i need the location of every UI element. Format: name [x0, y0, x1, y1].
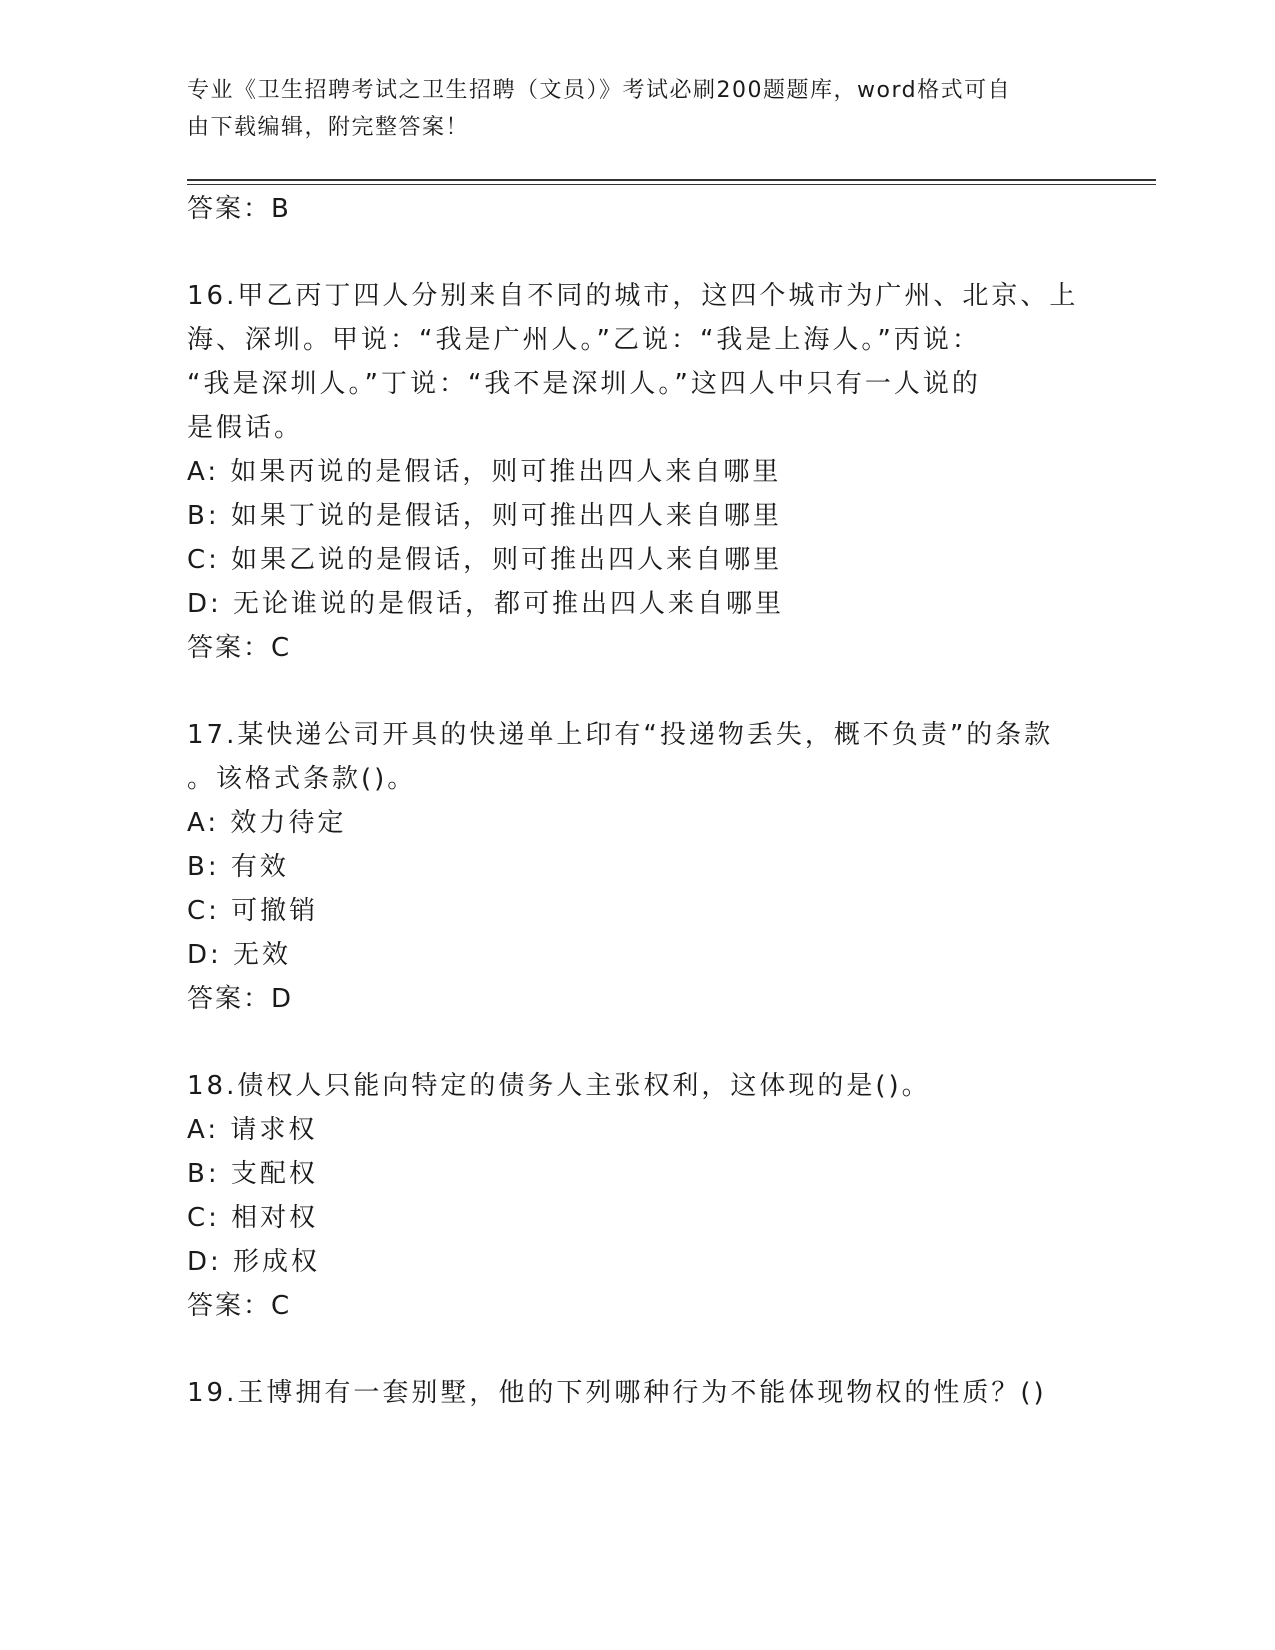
question-19-stem-line-1: 19.王博拥有一套别墅，他的下列哪种行为不能体现物权的性质？() — [187, 1378, 1047, 1408]
header-line-1: 专业《卫生招聘考试之卫生招聘（文员）》考试必刷200题题库，word格式可自 — [187, 78, 1012, 103]
question-17-option-a: A: 效力待定 — [187, 808, 347, 838]
question-16-stem-line-2: 海、深圳。甲说：“我是广州人。”乙说：“我是上海人。”丙说： — [187, 325, 981, 355]
question-18-stem-line-1: 18.债权人只能向特定的债务人主张权利，这体现的是()。 — [187, 1071, 931, 1101]
question-17-option-d: D: 无效 — [187, 940, 292, 970]
question-16-option-c: C: 如果乙说的是假话，则可推出四人来自哪里 — [187, 545, 783, 575]
question-18-answer: 答案：C — [187, 1291, 292, 1321]
question-16-stem-line-3: “我是深圳人。”丁说：“我不是深圳人。”这四人中只有一人说的 — [187, 369, 981, 399]
header-rule-thin — [187, 184, 1156, 185]
question-16-stem-line-1: 16.甲乙丙丁四人分别来自不同的城市，这四个城市为广州、北京、上 — [187, 281, 1079, 311]
question-18-option-b: B: 支配权 — [187, 1159, 318, 1189]
question-17-option-c: C: 可撤销 — [187, 896, 319, 926]
question-18-option-d: D: 形成权 — [187, 1247, 321, 1277]
page-header — [187, 72, 1067, 146]
header-rule-thick — [187, 179, 1156, 181]
header-line-2: 由下载编辑，附完整答案！ — [187, 115, 470, 140]
answer-line: 答案：B — [187, 194, 291, 224]
question-16-option-b: B: 如果丁说的是假话，则可推出四人来自哪里 — [187, 501, 782, 531]
question-16-stem-line-4: 是假话。 — [187, 413, 304, 443]
question-17-option-b: B: 有效 — [187, 852, 289, 882]
question-17-answer: 答案：D — [187, 984, 294, 1014]
question-16-option-d: D: 无论谁说的是假话，都可推出四人来自哪里 — [187, 589, 785, 619]
question-18-option-c: C: 相对权 — [187, 1203, 319, 1233]
question-18-option-a: A: 请求权 — [187, 1115, 318, 1145]
question-16-option-a: A: 如果丙说的是假话，则可推出四人来自哪里 — [187, 457, 782, 487]
question-17-stem-line-1: 17.某快递公司开具的快递单上印有“投递物丢失，概不负责”的条款 — [187, 720, 1054, 750]
question-16-answer: 答案：C — [187, 633, 292, 663]
question-17-stem-line-2: 。该格式条款()。 — [187, 764, 417, 794]
